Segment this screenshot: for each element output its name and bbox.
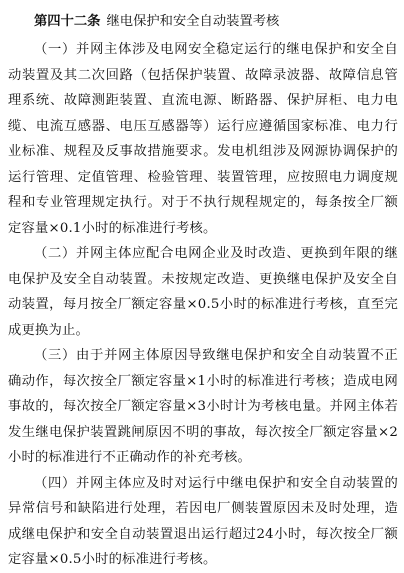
paragraph-2: （二）并网主体应配合电网企业及时改造、更换到年限的继电保护及安全自动装置。未按规定改造、更换继电保护及安全自动装置，每月按全厂额定容量×0.5小时的标准进行考核，直至完成更换为止。 <box>8 246 398 338</box>
paragraph-1: （一）并网主体涉及电网安全稳定运行的继电保护和安全自动装置及其二次回路（包括保护装置、故障录波器、故障信息管理系统、故障测距装置、直流电源、断路器、保护屏柜、电力电缆、电流互感器、电压互感器等）运行应遵循国家标准、电力行业标准、规程及反事故措施要求。发电机组涉及网源协调保护的运行管理、定值管理、检验管理、装置管理，应按照电力调度规程和专业管理规定执行。对于不执行规程规定的，每条按全厂额定容量×0.1小时的标准进行考核。 <box>8 42 398 236</box>
article-number: 第四十二条 <box>34 14 101 29</box>
article-title <box>8 9 398 34</box>
paragraph-4: （四）并网主体应及时对运行中继电保护和安全自动装置的异常信号和缺陷进行处理，若因电厂侧装置原因未及时处理，造成继电保护和安全自动装置退出运行超过24小时，每次按全厂额定容量×0.5小时的标准进行考核。 <box>8 475 398 567</box>
paragraph-3: （三）由于并网主体原因导致继电保护和安全自动装置不正确动作，每次按全厂额定容量×1小时的标准进行考核；造成电网事故的，每次按全厂额定容量×3小时计为考核电量。并网主体若发生继电保护装置跳闸原因不明的事故，每次按全厂额定容量×2小时的标准进行不正确动作的补充考核。 <box>8 348 398 465</box>
article-heading: 继电保护和安全自动装置考核 <box>106 14 280 29</box>
